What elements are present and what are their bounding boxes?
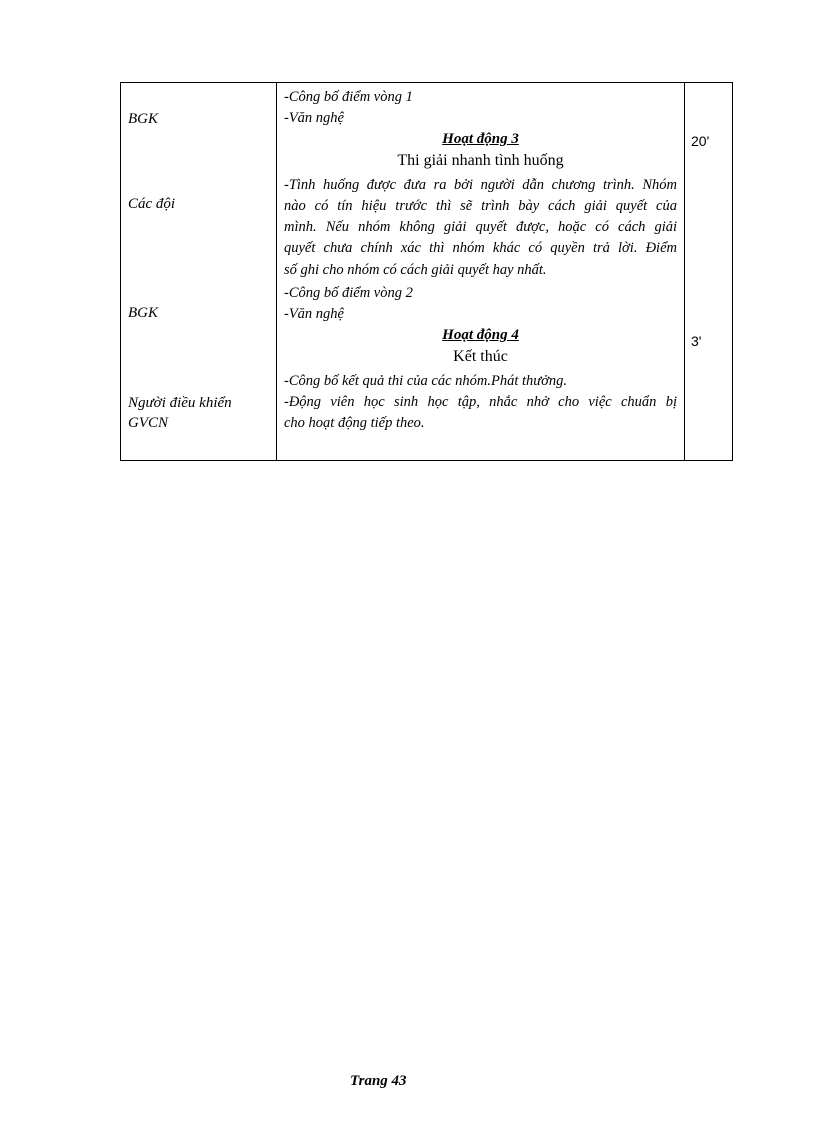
announce-round-2: -Công bố điểm vòng 2 [284, 285, 413, 301]
performance-1: -Văn nghệ [284, 110, 344, 126]
role-cac-doi: Các đội [128, 196, 176, 212]
performance-2: -Văn nghệ [284, 306, 344, 322]
role-bgk-2: BGK [128, 305, 158, 321]
page-number: Trang 43 [350, 1073, 407, 1089]
activity-4-line-3: cho hoạt động tiếp theo. [284, 415, 425, 431]
activity-3-paragraph-line-4: quyết chưa chính xác thì nhóm khác có quyền trả lời. Điểm [284, 240, 677, 256]
role-gvcn: GVCN [128, 415, 169, 431]
activity-4-line-1: -Công bố kết quả thi của các nhóm.Phát thưởng. [284, 373, 568, 389]
time-activity-3: 20' [691, 133, 710, 149]
activity-3-paragraph-line-1: -Tình huống được đưa ra bởi người dẫn chương trình. Nhóm [284, 177, 677, 193]
role-nguoi-dieu-khien: Người điều khiển [128, 395, 232, 411]
role-bgk-1: BGK [128, 111, 158, 127]
announce-round-1: -Công bố điểm vòng 1 [284, 89, 413, 105]
activity-3-paragraph-line-5: số ghi cho nhóm có cách giải quyết hay nhất. [284, 262, 547, 278]
activity-3-paragraph-line-3: mình. Nếu nhóm không giải quyết được, hoặc có cách giải [284, 219, 677, 235]
activity-4-title: Hoạt động 4 [442, 327, 519, 343]
time-activity-4: 3' [691, 333, 702, 349]
activity-3-subtitle: Thi giải nhanh tình huống [397, 152, 564, 169]
activity-table [120, 82, 733, 461]
time-column [685, 83, 732, 460]
activity-4-subtitle: Kết thúc [453, 348, 508, 365]
activity-3-paragraph-line-2: nào có tín hiệu trước thì sẽ trình bày cách giải quyết của [284, 198, 677, 214]
activity-4-line-2: -Động viên học sinh học tập, nhắc nhở cho việc chuẩn bị [284, 394, 677, 410]
content-column [277, 83, 685, 460]
activity-3-title: Hoạt động 3 [442, 131, 519, 147]
role-column [121, 83, 277, 460]
